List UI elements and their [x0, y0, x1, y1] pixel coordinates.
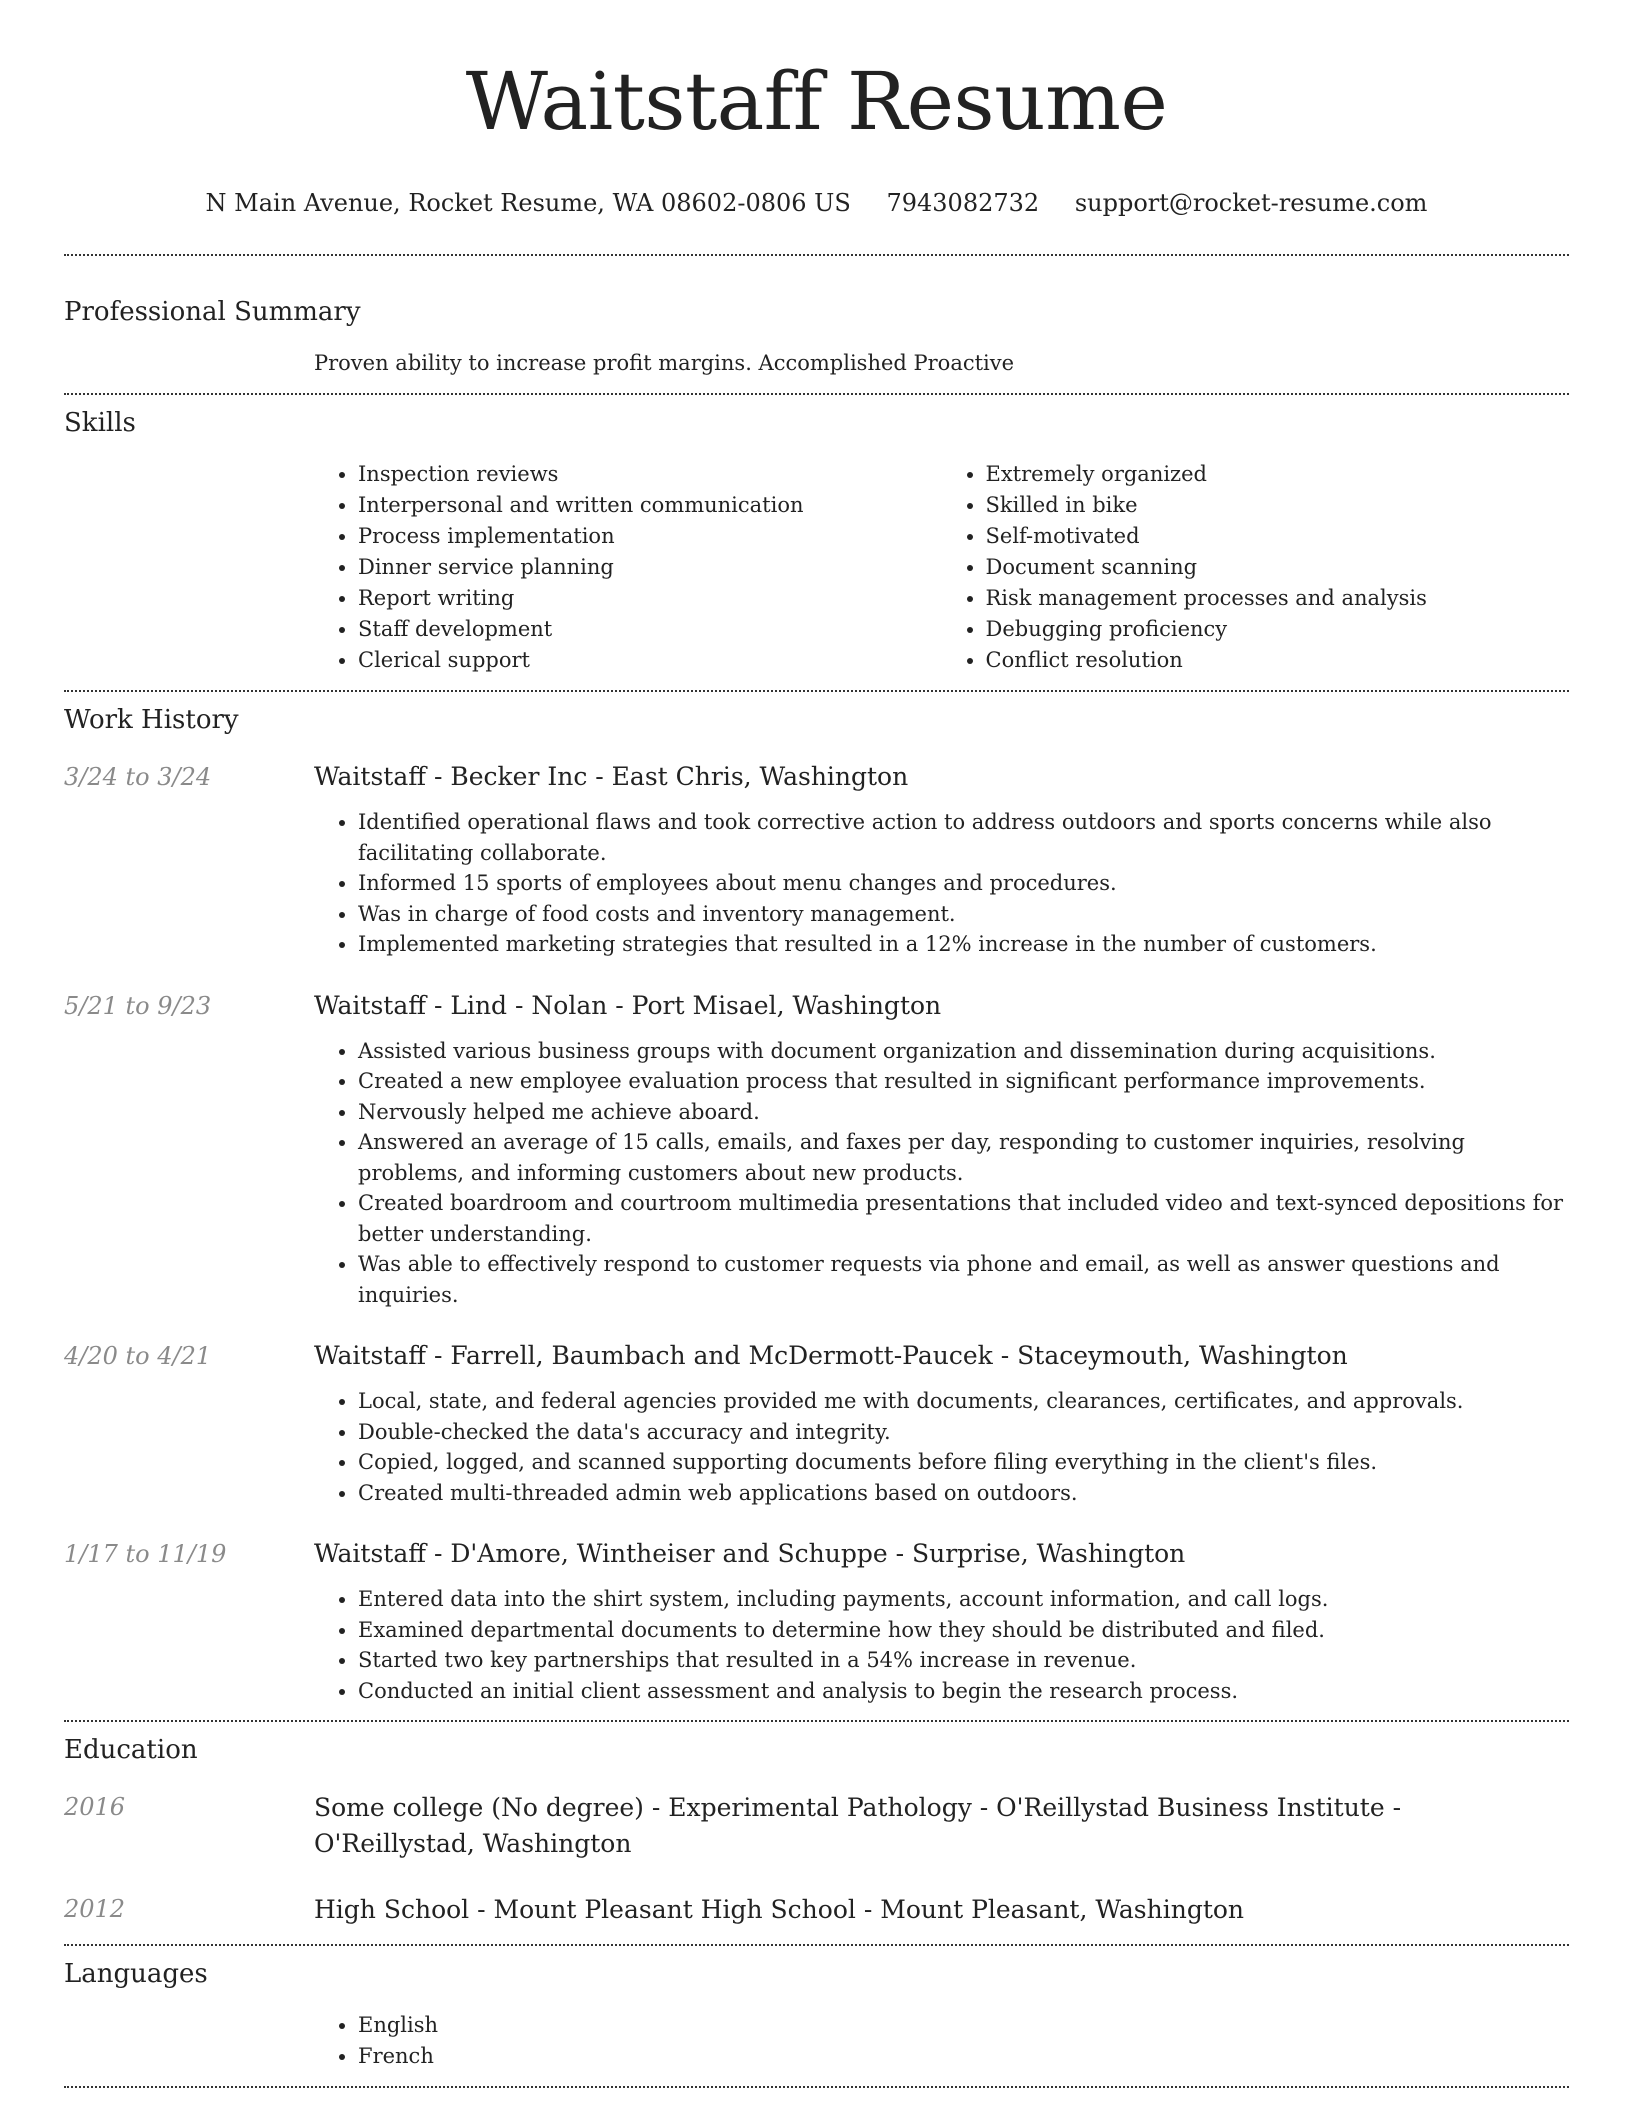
education-entry — [64, 1892, 1569, 1928]
skill-item: • Report writing — [358, 583, 942, 614]
job-bullet: • Examined departmental documents to determine how they should be distributed and filed. — [358, 1615, 1569, 1646]
work-heading: Work History — [64, 705, 239, 735]
work-section — [64, 692, 1569, 1706]
skill-item: • Self-motivated — [986, 521, 1570, 552]
job-bullet: • Started two key partnerships that resulted in a 54% increase in revenue. — [358, 1645, 1569, 1676]
job-bullet: • Created boardroom and courtroom multimedia presentations that included video and text-synced depositions for better understanding. — [358, 1188, 1569, 1249]
languages-heading: Languages — [64, 1959, 208, 1989]
skill-item: • Conflict resolution — [986, 645, 1570, 676]
contact-line — [64, 186, 1569, 220]
education-year: 2016 — [64, 1793, 126, 1821]
job-dates: 5/21 to 9/23 — [64, 991, 212, 1020]
education-year: 2012 — [64, 1895, 126, 1923]
education-title: High School - Mount Pleasant High School - Mount Pleasant, Washington — [314, 1895, 1245, 1924]
skill-item: • Interpersonal and written communication — [358, 490, 942, 521]
job-bullet: • Conducted an initial client assessment and analysis to begin the research process. — [358, 1676, 1569, 1707]
skill-item: • Extremely organized — [986, 459, 1570, 490]
skill-item: • Debugging proficiency — [986, 614, 1570, 645]
education-section — [64, 1722, 1569, 1928]
job-entry — [64, 989, 1569, 1311]
contact-phone: 7943082732 — [886, 189, 1040, 217]
skills-heading: Skills — [64, 408, 136, 438]
job-dates: 1/17 to 11/19 — [64, 1540, 227, 1568]
skill-item: • Process implementation — [358, 521, 942, 552]
job-bullet: • Local, state, and federal agencies provided me with documents, clearances, certificates, and approvals. — [358, 1386, 1569, 1417]
job-title: Waitstaff - Lind - Nolan - Port Misael, Washington — [314, 990, 942, 1020]
job-bullet: • Was able to effectively respond to customer requests via phone and email, as well as answer questions and inquiries. — [358, 1249, 1569, 1310]
languages-list-wrap — [314, 2010, 1569, 2072]
education-title: Some college (No degree) - Experimental Pathology - O'Reillystad Business Institute - O'Reillystad, Washington — [314, 1793, 1402, 1858]
job-bullet: • Assisted various business groups with document organization and dissemination during acquisitions. — [358, 1036, 1569, 1067]
job-title: Waitstaff - D'Amore, Wintheiser and Schuppe - Surprise, Washington — [314, 1539, 1186, 1568]
education-entry — [64, 1790, 1569, 1862]
job-entry — [64, 760, 1569, 960]
job-dates: 3/24 to 3/24 — [64, 763, 212, 791]
skill-item: • Skilled in bike — [986, 490, 1570, 521]
job-body — [314, 989, 1569, 1311]
skill-item: • Clerical support — [358, 645, 942, 676]
job-bullet: • Implemented marketing strategies that resulted in a 12% increase in the number of customers. — [358, 929, 1569, 960]
skill-item: • Staff development — [358, 614, 942, 645]
language-item: • English — [358, 2010, 1569, 2041]
education-heading: Education — [64, 1735, 198, 1765]
job-bullets — [314, 1036, 1569, 1311]
job-dates: 4/20 to 4/21 — [64, 1342, 212, 1370]
job-bullets — [314, 1386, 1569, 1508]
skill-item: • Risk management processes and analysis — [986, 583, 1570, 614]
languages-section — [64, 1946, 1569, 2072]
skills-list-left — [314, 459, 942, 676]
skills-columns — [314, 459, 1569, 676]
contact-email: support@rocket-resume.com — [1074, 189, 1428, 217]
skills-section — [64, 395, 1569, 676]
job-title: Waitstaff - Becker Inc - East Chris, Washington — [314, 762, 909, 791]
job-bullet: • Answered an average of 15 calls, emails, and faxes per day, responding to customer inquiries, resolving problems, and informing customers about new products. — [358, 1127, 1569, 1188]
job-body — [314, 1537, 1569, 1706]
job-body — [314, 760, 1569, 960]
job-bullet: • Entered data into the shirt system, including payments, account information, and call logs. — [358, 1584, 1569, 1615]
skill-item: • Document scanning — [986, 552, 1570, 583]
resume-title: Waitstaff Resume — [465, 55, 1168, 148]
divider — [64, 2086, 1569, 2088]
job-body — [314, 1339, 1569, 1508]
skills-list-right — [942, 459, 1570, 676]
resume-page — [64, 0, 1569, 2088]
job-bullets — [314, 1584, 1569, 1706]
summary-section — [64, 256, 1569, 379]
job-bullet: • Was in charge of food costs and inventory management. — [358, 899, 1569, 930]
contact-address: N Main Avenue, Rocket Resume, WA 08602-0806 US — [205, 189, 851, 217]
job-bullet: • Copied, logged, and scanned supporting documents before filing everything in the client's files. — [358, 1447, 1569, 1478]
job-entry — [64, 1537, 1569, 1706]
job-bullet: • Double-checked the data's accuracy and integrity. — [358, 1417, 1569, 1448]
job-entry — [64, 1339, 1569, 1508]
job-bullet: • Created multi-threaded admin web applications based on outdoors. — [358, 1478, 1569, 1509]
skill-item: • Dinner service planning — [358, 552, 942, 583]
languages-list — [314, 2010, 1569, 2072]
job-bullet: • Identified operational flaws and took corrective action to address outdoors and sports concerns while also facilitating collaborate. — [358, 807, 1569, 868]
job-bullet: • Nervously helped me achieve aboard. — [358, 1097, 1569, 1128]
language-item: • French — [358, 2041, 1569, 2072]
summary-heading: Professional Summary — [64, 297, 361, 327]
job-bullet: • Informed 15 sports of employees about menu changes and procedures. — [358, 868, 1569, 899]
summary-text: Proven ability to increase profit margins. Accomplished Proactive — [314, 351, 1015, 375]
job-bullets — [314, 807, 1569, 960]
job-bullet: • Created a new employee evaluation process that resulted in significant performance improvements. — [358, 1066, 1569, 1097]
job-title: Waitstaff - Farrell, Baumbach and McDermott-Paucek - Staceymouth, Washington — [314, 1341, 1348, 1370]
skill-item: • Inspection reviews — [358, 459, 942, 490]
